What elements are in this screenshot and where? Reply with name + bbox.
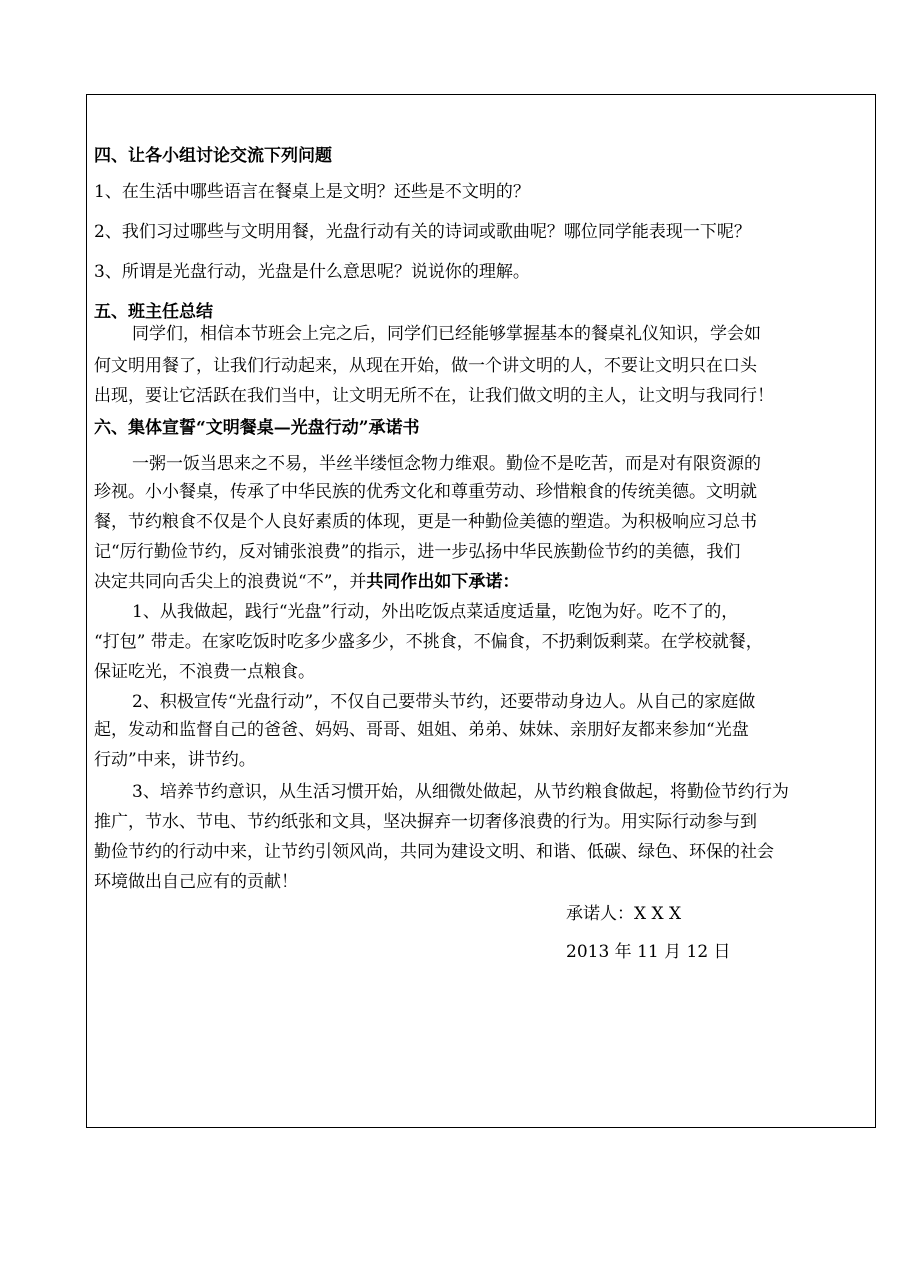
question-2: 2、我们习过哪些与文明用餐，光盘行动有关的诗词或歌曲呢？哪位同学能表现一下呢？ — [94, 222, 751, 242]
pledge-item-2-line: 2、积极宣传“光盘行动”，不仅自己要带头节约，还要带动身边人。从自己的家庭做 — [132, 692, 756, 712]
section5-heading: 五、班主任总结 — [94, 302, 213, 322]
pledge-item-3-line: 推广，节水、节电、节约纸张和文具，坚决摒弃一切奢侈浪费的行为。用实际行动参与到 — [94, 812, 757, 832]
section4-heading: 四、让各小组讨论交流下列问题 — [94, 146, 332, 166]
pledge-item-3-line: 3、培养节约意识，从生活习惯开始，从细微处做起，从节约粮食做起，将勤俭节约行为 — [132, 782, 789, 802]
pledge-item-3-line: 环境做出自己应有的贡献！ — [94, 872, 298, 892]
pledge-intro-line: 一粥一饭当思来之不易，半丝半缕恒念物力维艰。勤俭不是吃苦，而是对有限资源的 — [132, 454, 761, 474]
summary-line: 出现，要让它活跃在我们当中，让文明无所不在，让我们做文明的主人，让文明与我同行！ — [94, 386, 774, 406]
pledge-intro-last-line — [94, 572, 519, 592]
pledge-item-3-line: 勤俭节约的行动中来，让节约引领风尚，共同为建设文明、和谐、低碳、绿色、环保的社会 — [94, 842, 774, 862]
date: 2013 年 11 月 12 日 — [566, 942, 731, 962]
pledge-item-2-line: 行动”中来，讲节约。 — [94, 750, 256, 770]
pledge-intro-line: 珍视。小小餐桌，传承了中华民族的优秀文化和尊重劳动、珍惜粮食的传统美德。文明就 — [94, 482, 757, 502]
pledge-item-1-line: “打包” 带走。在家吃饭时吃多少盛多少，不挑食，不偏食，不扔剩饭剩菜。在学校就餐， — [94, 632, 763, 652]
section6-heading: 六、集体宣誓“文明餐桌—光盘行动”承诺书 — [94, 418, 420, 438]
pledge-intro-line: 记“厉行勤俭节约，反对铺张浪费”的指示，进一步弘扬中华民族勤俭节约的美德，我们 — [94, 542, 741, 562]
question-1: 1、在生活中哪些语言在餐桌上是文明？还些是不文明的？ — [94, 182, 530, 202]
pledge-item-2-line: 起，发动和监督自己的爸爸、妈妈、哥哥、姐姐、弟弟、妹妹、亲朋好友都来参加“光盘 — [94, 720, 749, 740]
pledge-intro-line: 餐，节约粮食不仅是个人良好素质的体现，更是一种勤俭美德的塑造。为积极响应习总书 — [94, 512, 757, 532]
pledge-intro-plain: 决定共同向舌尖上的浪费说“不”，并 — [94, 572, 367, 592]
pledge-intro-bold: 共同作出如下承诺： — [366, 572, 520, 592]
summary-line: 何文明用餐了，让我们行动起来，从现在开始，做一个讲文明的人，不要让文明只在口头 — [94, 356, 757, 376]
pledge-item-1-line: 1、从我做起，践行“光盘”行动，外出吃饭点菜适度适量，吃饱为好。吃不了的， — [132, 602, 739, 622]
question-3: 3、所谓是光盘行动，光盘是什么意思呢？说说你的理解。 — [94, 262, 530, 282]
summary-line: 同学们，相信本节班会上完之后，同学们已经能够掌握基本的餐桌礼仪知识，学会如 — [132, 324, 761, 344]
signer: 承诺人：X X X — [566, 904, 682, 924]
pledge-item-1-line: 保证吃光，不浪费一点粮食。 — [94, 662, 315, 682]
